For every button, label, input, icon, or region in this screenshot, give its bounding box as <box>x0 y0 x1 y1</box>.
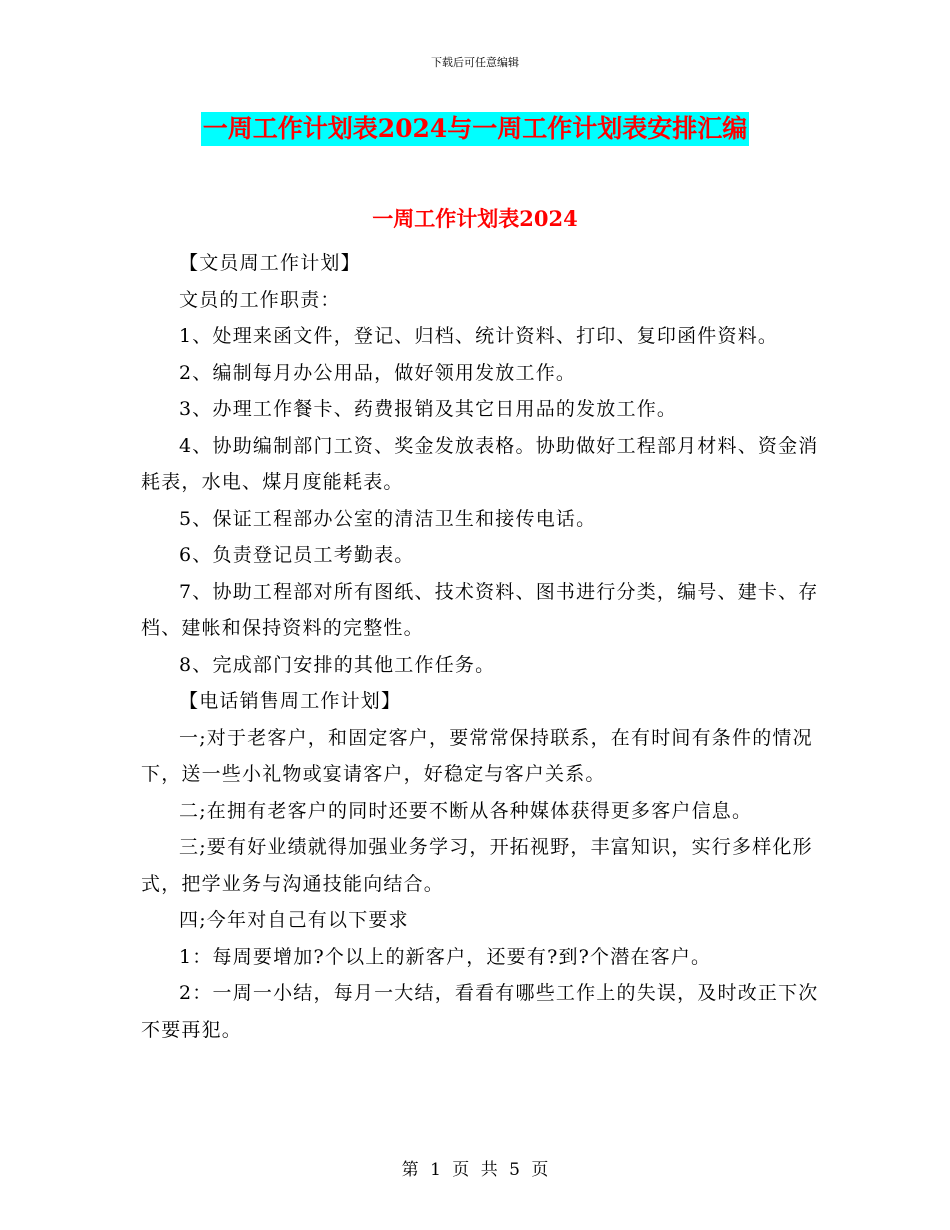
main-title: 一周工作计划表2024与一周工作计划表安排汇编 <box>201 112 750 146</box>
current-page-number: 1 <box>430 1160 441 1180</box>
footer-total-word: 共 <box>480 1160 498 1180</box>
footer-page-word: 页 <box>452 1160 470 1180</box>
paragraph: 【电话销售周工作计划】 <box>179 690 402 712</box>
section-title: 一周工作计划表2024 <box>372 206 578 231</box>
main-title-wrap <box>0 112 950 146</box>
paragraph: 一;对于老客户，和固定客户，要常常保持联系，在有时间有条件的情况下，送一些小礼物或宴请客户，好稳定与客户关系。 <box>141 726 813 785</box>
paragraph: 1、处理来函文件，登记、归档、统计资料、打印、复印函件资料。 <box>179 325 779 347</box>
paragraph: 1：每周要增加?个以上的新客户，还要有?到?个潜在客户。 <box>179 945 712 968</box>
paragraph: 文员的工作职责： <box>179 288 341 311</box>
document-body <box>141 245 821 1048</box>
paragraph: 2、编制每月办公用品，做好领用发放工作。 <box>179 361 577 384</box>
footer-suffix: 页 <box>531 1160 549 1180</box>
paragraph: 二;在拥有老客户的同时还要不断从各种媒体获得更多客户信息。 <box>179 799 753 822</box>
paragraph: 4、协助编制部门工资、奖金发放表格。协助做好工程部月材料、资金消耗表，水电、煤月度能耗表。 <box>141 434 819 493</box>
paragraph: 四;今年对自己有以下要求 <box>179 909 409 931</box>
paragraph: 5、保证工程部办公室的清洁卫生和接传电话。 <box>179 507 597 530</box>
footer-prefix: 第 <box>401 1160 419 1180</box>
paragraph: 三;要有好业绩就得加强业务学习，开拓视野，丰富知识，实行多样化形式，把学业务与沟通技能向结合。 <box>141 836 813 895</box>
paragraph: 2：一周一小结，每月一大结，看看有哪些工作上的失误，及时改正下次不要再犯。 <box>141 982 819 1041</box>
paragraph: 3、办理工作餐卡、药费报销及其它日用品的发放工作。 <box>179 398 678 420</box>
paragraph: 8、完成部门安排的其他工作任务。 <box>179 653 496 676</box>
header-note: 下载后可任意编辑 <box>431 56 519 69</box>
paragraph: 6、负责登记员工考勤表。 <box>179 544 415 566</box>
paragraph: 【文员周工作计划】 <box>179 252 361 274</box>
total-page-count: 5 <box>509 1160 520 1180</box>
page-footer <box>0 1155 950 1180</box>
paragraph: 7、协助工程部对所有图纸、技术资料、图书进行分类，编号、建卡、存档、建帐和保持资料的完整性。 <box>141 580 819 639</box>
